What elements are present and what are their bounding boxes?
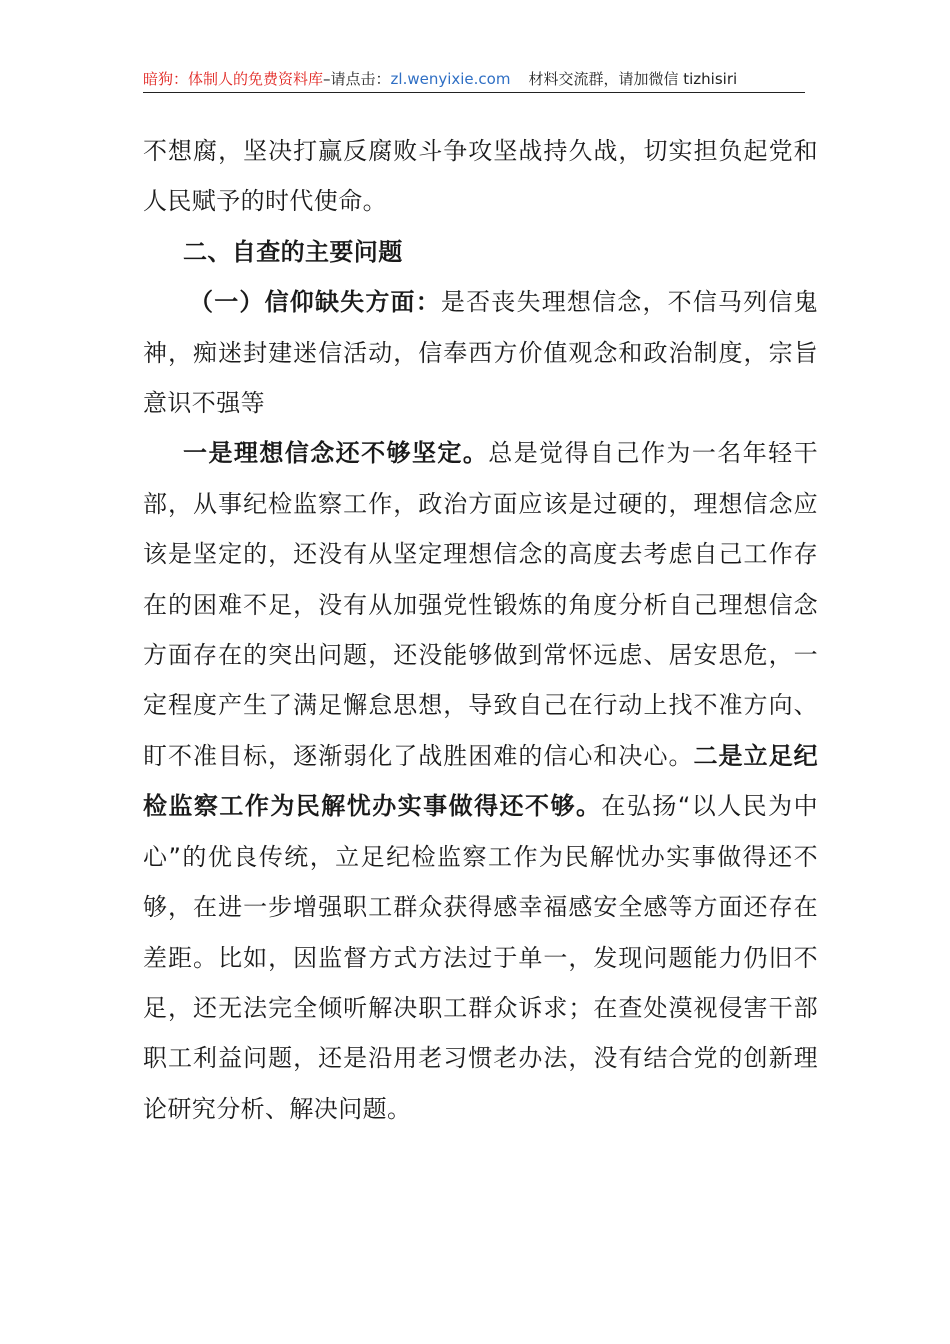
issue-one-title: 一是理想信念还不够坚定。 bbox=[183, 439, 489, 468]
issue-two-title: 二是立足纪检监察工作为民解忧办实事做得还不够。 bbox=[143, 741, 818, 821]
paragraph-belief bbox=[143, 277, 818, 428]
paragraph-issues bbox=[143, 428, 818, 1134]
header-link[interactable]: zl.wenyixie.com bbox=[390, 70, 511, 88]
header-brand: 暗狗：体制人的免费资料库 bbox=[143, 70, 324, 88]
paragraph-continuation: 不想腐，坚决打赢反腐败斗争攻坚战持久战，切实担负起党和人民赋予的时代使命。 bbox=[143, 137, 818, 216]
page-header bbox=[143, 66, 805, 93]
document-body bbox=[143, 126, 818, 1134]
subsection-label: （一）信仰缺失方面： bbox=[189, 288, 441, 317]
subsection-text: 是否丧失理想信念，不信马列信鬼神，痴迷封建迷信活动，信奉西方价值观念和政治制度，宗旨意识不强等 bbox=[143, 288, 819, 418]
issue-one-text: 总是觉得自己作为一名年轻干部，从事纪检监察工作，政治方面应该是过硬的，理想信念应该是坚定的，还没有从坚定理想信念的高度去考虑自己工作存在的困难不足，没有从加强党性锻炼的角度分析自己理想信念方面存在的突出问题，还没能够做到常怀远虑、居安思危，一定程度产生了满足懈怠思想，导致自己在行动上找不准方向、盯不准目标，逐渐弱化了战胜困难的信心和决心。 bbox=[143, 439, 818, 770]
header-group-info: 材料交流群，请加微信 tizhisiri bbox=[528, 70, 738, 88]
section-heading: 二、自查的主要问题 bbox=[183, 237, 403, 266]
issue-two-text: 在弘扬“以人民为中心”的优良传统，立足纪检监察工作为民解忧办实事做得还不够，在进一步增强职工群众获得感幸福感安全感等方面还存在差距。比如，因监督方式方法过于单一，发现问题能力仍旧不足，还无法完全倾听解决职工群众诉求；在查处漠视侵害干部职工利益问题，还是沿用老习惯老办法，没有结合党的创新理论研究分析、解决问题。 bbox=[143, 792, 818, 1123]
header-click-prefix: –请点击： bbox=[323, 70, 391, 88]
